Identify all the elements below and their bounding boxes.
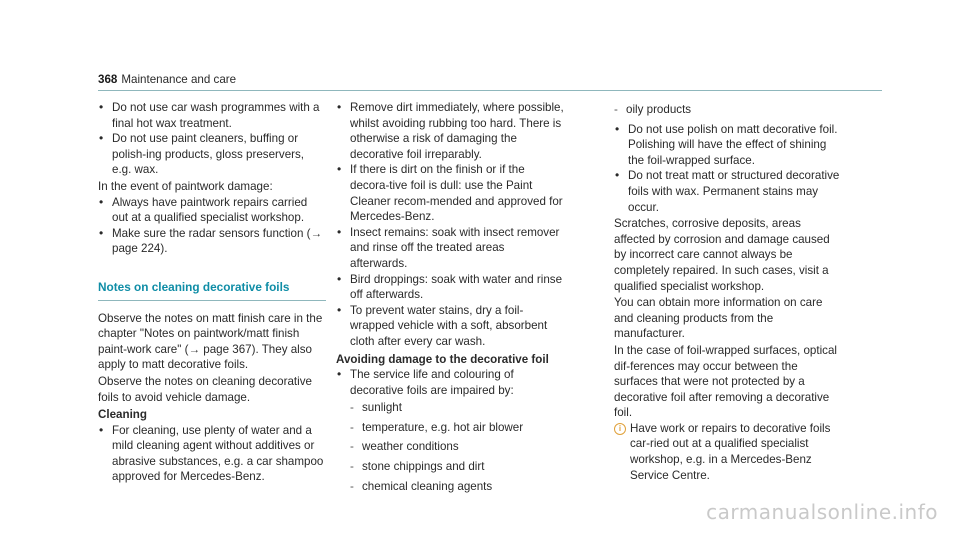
- bullet-item: • Do not use car wash programmes with a final hot wax treatment.: [98, 100, 326, 131]
- section-divider: [98, 300, 326, 301]
- bullet-item: • The service life and colouring of decorative foils are impaired by:: [336, 367, 564, 398]
- column-right: [614, 100, 842, 483]
- bullet-item: • For cleaning, use plenty of water and a mild cleaning agent without additives or abrasive substances, e.g. a car shampoo approved for Mercedes-Benz.: [98, 423, 326, 485]
- bullet-item: • To prevent water stains, dry a foil-wrapped vehicle with a soft, absorbent cloth after every car wash.: [336, 303, 564, 350]
- bullet-item: • Do not use polish on matt decorative foil. Polishing will have the effect of shining the foil-wrapped surface.: [614, 122, 842, 169]
- note-text: Have work or repairs to decorative foils car-ried out at a qualified specialist workshop, e.g. in a Mercedes-Benz Service Centre.: [630, 421, 831, 482]
- bullet-item: • If there is dirt on the finish or if the decora-tive foil is dull: use the Paint Cleaner recom-mended and approved for Mercedes-Benz.: [336, 162, 564, 224]
- header-divider: [98, 90, 882, 91]
- paragraph: Observe the notes on cleaning decorative foils to avoid vehicle damage.: [98, 374, 312, 404]
- bullet-item: • Remove dirt immediately, where possible, whilst avoiding rubbing too hard. There is otherwise a risk of damaging the decorative foil irreparably.: [336, 100, 564, 162]
- bullet-item: • Insect remains: soak with insect remover and rinse off the treated areas afterwards.: [336, 225, 564, 272]
- dash-item: - oily products: [614, 102, 842, 118]
- bullet-item: • Do not use paint cleaners, buffing or polish-ing products, gloss preservers, e.g. wax.: [98, 131, 326, 178]
- dash-item: - weather conditions: [336, 439, 564, 455]
- paragraph: Observe the notes on matt finish care in the chapter "Notes on paintwork/matt finish paint-work care" (→ page 367). They also apply to matt decorative foils.: [98, 311, 323, 372]
- info-note: [614, 421, 842, 483]
- bullet-item: • Always have paintwork repairs carried out at a qualified specialist workshop.: [98, 195, 326, 226]
- column-left: [98, 100, 326, 485]
- bullet-item: • Make sure the radar sensors function (→ page 224).: [98, 226, 326, 257]
- bullet-item: • Do not treat matt or structured decorative foils with wax. Permanent stains may occur.: [614, 168, 842, 215]
- dash-item: - stone chippings and dirt: [336, 459, 564, 475]
- dash-item: - sunlight: [336, 400, 564, 416]
- chapter-title: Maintenance and care: [121, 73, 237, 86]
- subheading: Cleaning: [98, 408, 147, 422]
- watermark: carmanualsonline.info: [706, 500, 938, 524]
- paragraph: In the case of foil-wrapped surfaces, optical dif-ferences may occur between the surfaces that were not protected by a decorative foil after removing a decorative foil.: [614, 343, 837, 420]
- subheading: Avoiding damage to the decorative foil: [336, 352, 549, 366]
- section-title: Notes on cleaning decorative foils: [98, 279, 290, 294]
- dash-item: - chemical cleaning agents: [336, 479, 564, 495]
- dash-item: - temperature, e.g. hot air blower: [336, 420, 564, 436]
- paragraph: In the event of paintwork damage:: [98, 179, 273, 193]
- paragraph: Scratches, corrosive deposits, areas affected by corrosion and damage caused by incorrect care cannot always be completely repaired. In such cases, visit a qualified specialist workshop.: [614, 217, 830, 293]
- bullet-item: • Bird droppings: soak with water and rinse off afterwards.: [336, 272, 564, 303]
- info-icon: i: [614, 423, 626, 435]
- column-middle: [336, 100, 564, 498]
- page-number: 368: [98, 73, 118, 86]
- page-header: [98, 72, 882, 88]
- paragraph: You can obtain more information on care and cleaning products from the manufacturer.: [614, 296, 823, 341]
